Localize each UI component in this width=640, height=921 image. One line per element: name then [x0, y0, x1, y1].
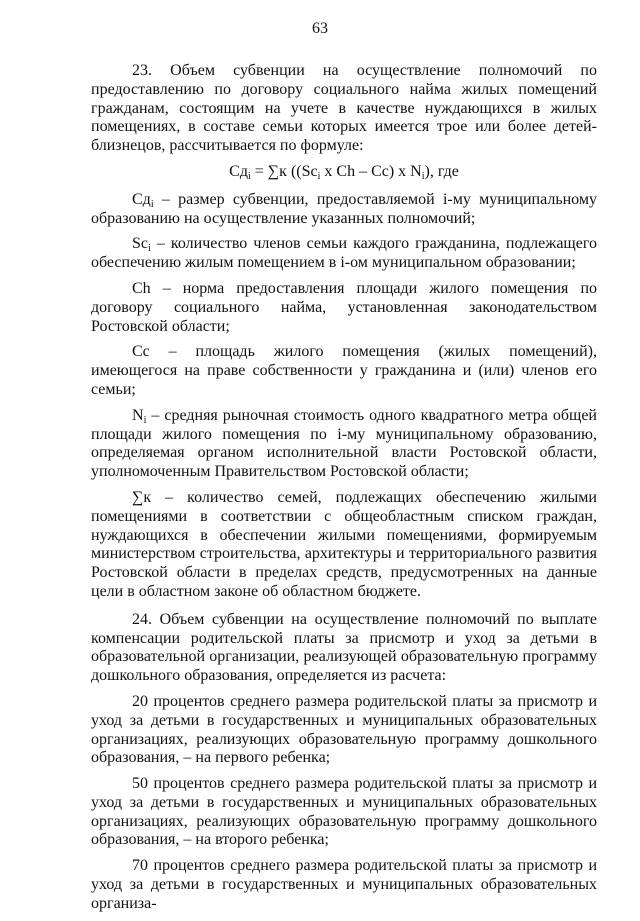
definition-sum: ∑к – количество семей, подлежащих обеспечению жилыми помещениями в соответствии с общеобластным списком граждан, нуждающихся в обеспечении жилыми помещениями, формируемым министерством строительства, архитектуры и территориального развития Ростовской области в пределах средств, предусмотренных на данные цели в областном законе об областном бюджете. [91, 488, 597, 600]
paragraph-24: 24. Объем субвенции на осуществление полномочий по выплате компенсации родительской платы за присмотр и уход за детьми в образовательной организации, реализующей образовательную программу дошкольного образования, определяется из расчета: [91, 610, 597, 685]
formula-mid-2: x Ch – Cc) x N [320, 162, 422, 180]
definition-n-text: – средняя рыночная стоимость одного квадратного метра общей площади жилого помещения по i-му муниципальному образованию, определяемая органом исполнительной власти Ростовской области, уполномоченным Правительством Ростовской области; [91, 406, 597, 481]
document-body [91, 62, 597, 921]
definition-sc-sub: i [148, 243, 151, 255]
definition-sc-text: – количество членов семьи каждого гражданина, подлежащего обеспечению жилым помещением в i-ом муниципальном образовании; [91, 235, 597, 272]
definition-sd [91, 191, 597, 229]
definition-n-symbol: N [132, 406, 144, 424]
formula-left: Сд [229, 162, 248, 180]
definition-n-sub: i [143, 414, 147, 426]
definition-n [91, 407, 597, 482]
definition-cc: Cc – площадь жилого помещения (жилых помещений), имеющегося на праве собственности у гражданина и (или) членов его семьи; [91, 343, 597, 398]
page-number: 63 [312, 20, 328, 37]
formula-sub-i: i [247, 170, 251, 182]
definition-sc-symbol: Sc [132, 235, 148, 253]
paragraph-20-percent: 20 процентов среднего размера родительской платы за присмотр и уход за детьми в государственных и муниципальных образовательных организациях, реализующих образовательную программу дошкольного образования, – на первого ребенка; [91, 692, 597, 767]
formula-mid: = ∑к ((Sc [250, 162, 318, 180]
formula-end: ), где [424, 162, 459, 180]
formula-sub-i-2: i [317, 170, 321, 182]
definition-ch: Ch – норма предоставления площади жилого помещения по договору социального найма, установленная законодательством Ростовской области; [91, 279, 597, 335]
paragraph-50-percent: 50 процентов среднего размера родительской платы за присмотр и уход за детьми в государственных и муниципальных образовательных организациях, реализующих образовательную программу дошкольного образования, – на второго ребенка; [91, 775, 597, 849]
formula-sub-i-3: i [421, 170, 425, 182]
definition-sd-symbol: Сд [132, 190, 151, 208]
definition-sd-text: – размер субвенции, предоставляемой i-му муниципальному образованию на осуществление указанных полномочий; [91, 190, 597, 227]
definition-sd-sub: i [150, 198, 154, 210]
definition-sc [91, 235, 597, 273]
paragraph-70-percent: 70 процентов среднего размера родительской платы за присмотр и уход за детьми в государственных и муниципальных образовательных организа- [91, 857, 597, 912]
paragraph-23: 23. Объем субвенции на осуществление полномочий по предоставлению по договору социального найма жилых помещений гражданам, состоящим на учете в качестве нуждающихся в жилых помещениях, в составе семьи которых имеется трое или более детей-близнецов, рассчитывается по формуле: [91, 62, 597, 155]
formula [91, 163, 597, 182]
